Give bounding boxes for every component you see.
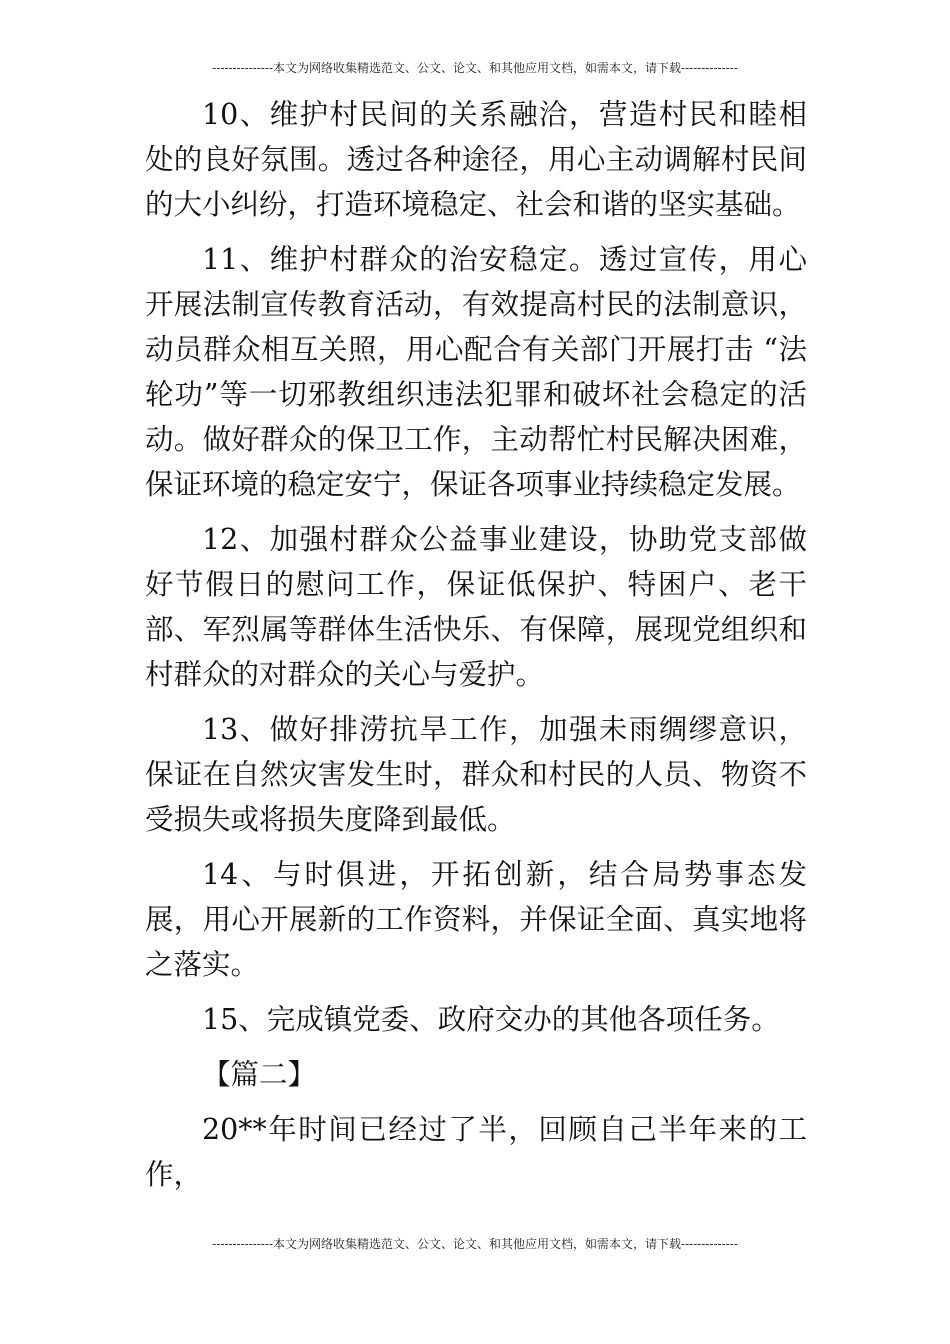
paragraph-item-15: 15、完成镇党委、政府交办的其他各项任务。 — [202, 1003, 780, 1036]
document-body — [145, 92, 807, 1197]
paragraph-item-14: 14、与时俱进，开拓创新，结合局势事态发展，用心开展新的工作资料，并保证全面、真实地将之落实。 — [145, 858, 807, 981]
page-footer-note: ---------------本文为网络收集精选范文、公文、论文、和其他应用文档，如需本文，请下载-------------- — [212, 1237, 738, 1251]
paragraph-item-13: 13、做好排涝抗旱工作，加强未雨绸缪意识，保证在自然灾害发生时，群众和村民的人员、物资不受损失或将损失度降到最低。 — [145, 713, 807, 836]
page-header-note: ---------------本文为网络收集精选范文、公文、论文、和其他应用文档，如需本文，请下载-------------- — [212, 61, 738, 75]
paragraph-item-10: 10、维护村民间的关系融洽，营造村民和睦相处的良好氛围。透过各种途径，用心主动调解村民间的大小纠纷，打造环境稳定、社会和谐的坚实基础。 — [145, 98, 807, 221]
paragraph-intro: 20**年时间已经过了半，回顾自己半年来的工作， — [145, 1113, 807, 1191]
paragraph-item-12: 12、加强村群众公益事业建设，协助党支部做好节假日的慰问工作，保证低保护、特困户、老干部、军烈属等群体生活快乐、有保障，展现党组织和村群众的对群众的关心与爱护。 — [145, 523, 807, 691]
section-heading: 【篇二】 — [202, 1058, 317, 1091]
paragraph-item-11: 11、维护村群众的治安稳定。透过宣传，用心开展法制宣传教育活动，有效提高村民的法制意识，动员群众相互关照，用心配合有关部门开展打击 “法轮功”等一切邪教组织违法犯罪和破坏社会稳定的活动。做好群众的保卫工作，主动帮忙村民解决困难，保证环境的稳定安宁，保证各项事业持续稳定发展。 — [145, 243, 807, 501]
